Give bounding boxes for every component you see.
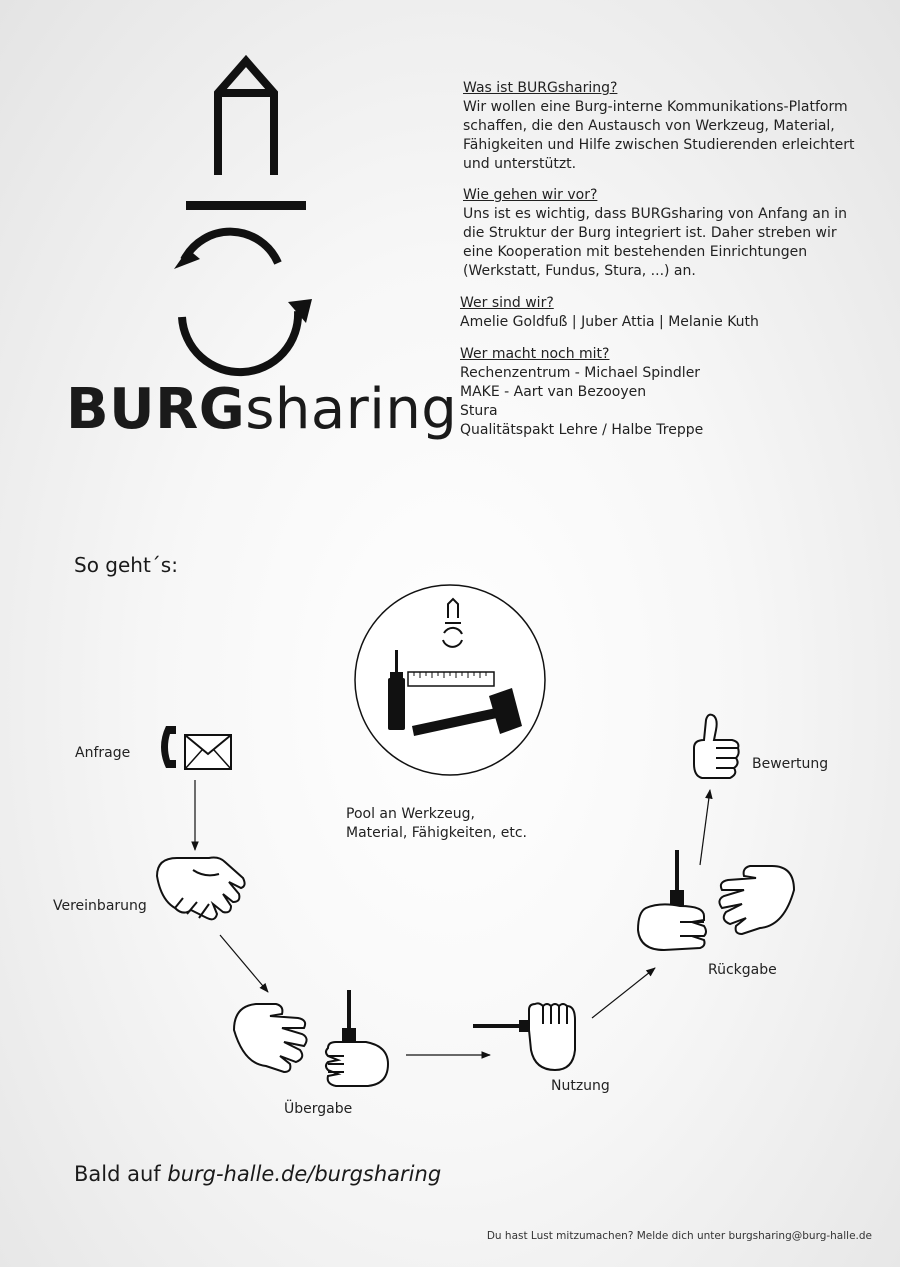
info-line: eine Kooperation mit bestehenden Einrichtungen [463, 244, 808, 260]
step-rueckgabe-label: Rückgabe [708, 962, 777, 978]
info-line: Qualitätspakt Lehre / Halbe Treppe [460, 422, 704, 438]
info-line: Rechenzentrum - Michael Spindler [460, 365, 701, 381]
logo-wordmark-bold: BURG [66, 377, 246, 442]
launch-note-prefix: Bald auf [74, 1162, 168, 1186]
pool-label-2: Material, Fähigkeiten, etc. [346, 825, 528, 841]
arrow-rueckgabe-to-bewertung [700, 790, 710, 865]
step-uebergabe-label: Übergabe [284, 1101, 353, 1117]
info-line: Fähigkeiten und Hilfe zwischen Studierenden erleichtert [463, 137, 855, 153]
info-question: Wie gehen wir vor? [463, 187, 598, 203]
step-anfrage-label: Anfrage [75, 745, 131, 761]
launch-note [74, 1162, 441, 1186]
launch-url[interactable]: burg-halle.de/burgsharing [167, 1162, 442, 1186]
footer-contact: Du hast Lust mitzumachen? Melde dich unter burgsharing@burg-halle.de [486, 1230, 872, 1242]
arrow-vereinbarung-to-uebergabe [220, 935, 268, 992]
info-line: und unterstützt. [463, 156, 577, 172]
info-line: schaffen, die den Austausch von Werkzeug, Material, [463, 118, 835, 134]
info-line: Stura [460, 403, 498, 419]
info-line: Uns ist es wichtig, dass BURGsharing von Anfang an in [463, 206, 847, 222]
info-question: Wer sind wir? [460, 295, 554, 311]
pool-label-1: Pool an Werkzeug, [346, 806, 475, 822]
howto-heading: So geht´s: [74, 553, 178, 577]
step-bewertung-label: Bewertung [752, 756, 829, 772]
step-nutzung-label: Nutzung [551, 1078, 610, 1094]
info-question: Wer macht noch mit? [460, 346, 610, 362]
info-line: die Struktur der Burg integriert ist. Daher streben wir [463, 225, 837, 241]
arrow-nutzung-to-rueckgabe [592, 968, 655, 1018]
info-line: (Werkstatt, Fundus, Stura, ...) an. [463, 263, 696, 279]
logo-wordmark-light: sharing [245, 377, 458, 442]
info-line: Wir wollen eine Burg-interne Kommunikations-Platform [463, 99, 848, 115]
info-line: Amelie Goldfuß | Juber Attia | Melanie Kuth [460, 314, 759, 330]
step-vereinbarung-label: Vereinbarung [53, 898, 147, 914]
info-question: Was ist BURGsharing? [463, 80, 618, 96]
info-line: MAKE - Aart van Bezooyen [460, 384, 647, 400]
